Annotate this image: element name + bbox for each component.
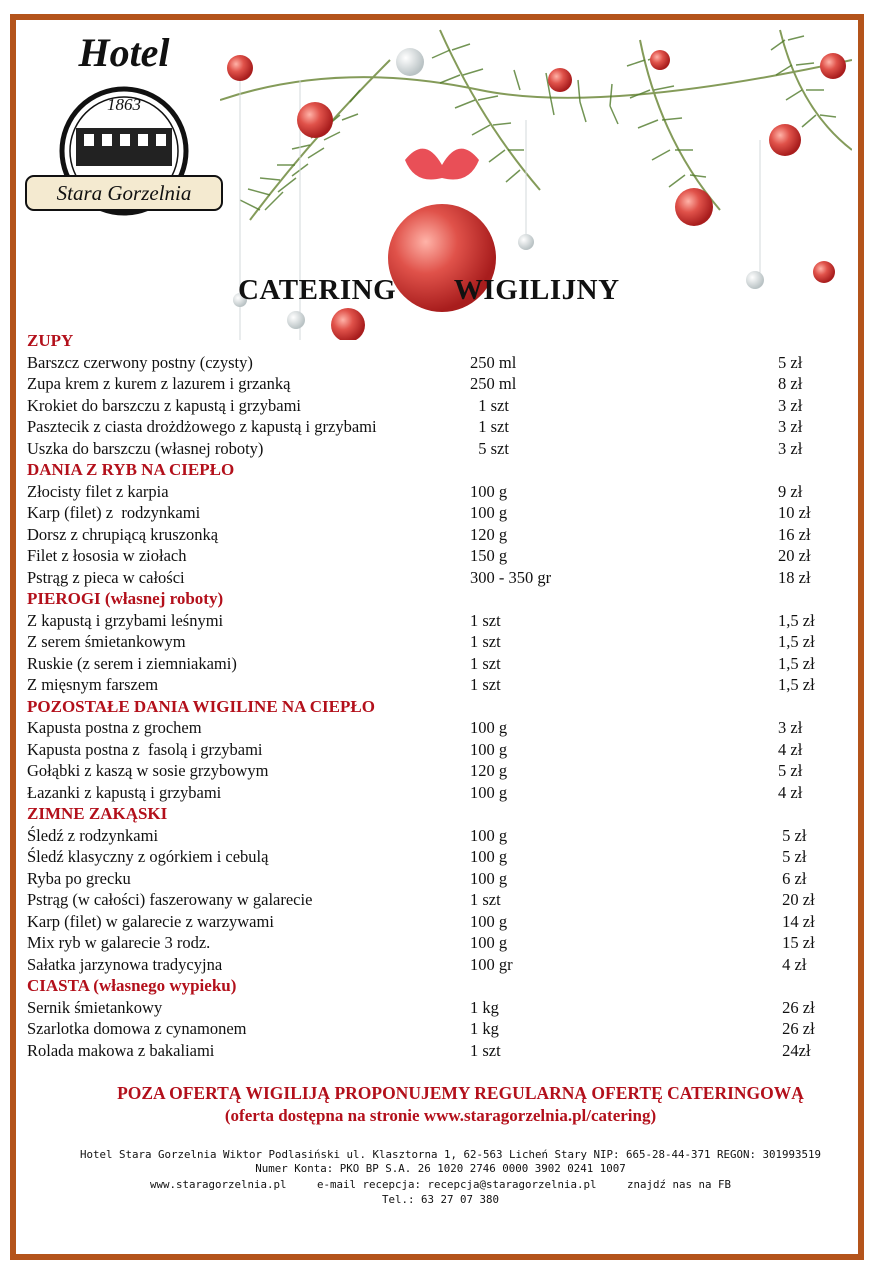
- footer-contacts: [0, 1178, 881, 1191]
- item-quantity: 1 szt: [470, 417, 509, 436]
- item-price: 3 zł: [778, 718, 803, 737]
- footer-facebook: znajdź nas na FB: [627, 1178, 732, 1191]
- menu-item: [27, 395, 837, 417]
- item-name: Pasztecik z ciasta drożdżowego z kapustą i grzybami: [27, 417, 377, 436]
- item-name: Filet z łososia w ziołach: [27, 546, 187, 565]
- menu-item: [27, 653, 837, 675]
- item-quantity: 1 kg: [470, 997, 499, 1017]
- section-heading: CIASTA (własnego wypieku): [27, 976, 237, 995]
- menu-item: [27, 997, 837, 1019]
- menu-item: [27, 889, 837, 911]
- footer-account: Numer Konta: PKO BP S.A. 26 1020 2746 0000 3902 0241 1007: [255, 1162, 626, 1175]
- menu-item: [27, 373, 837, 395]
- item-quantity: 300 - 350 gr: [470, 567, 552, 587]
- item-quantity: 100 g: [470, 933, 508, 952]
- item-quantity: 1 szt: [470, 653, 501, 673]
- item-quantity: 1 szt: [470, 890, 501, 909]
- logo-year: 1863: [107, 95, 141, 114]
- item-price: 4 zł: [778, 954, 807, 974]
- footer-website: www.staragorzelnia.pl: [149, 1178, 287, 1191]
- item-price: 14 zł: [778, 911, 815, 931]
- item-name: Rolada makowa z bakaliami: [27, 1040, 215, 1060]
- item-quantity: 250 ml: [470, 374, 517, 393]
- item-price: 1,5 zł: [778, 632, 815, 651]
- item-name: Gołąbki z kaszą w sosie grzybowym: [27, 761, 269, 780]
- item-price: 9 zł: [778, 481, 803, 501]
- item-name: Zupa krem z kurem z lazurem i grzanką: [27, 374, 291, 393]
- item-quantity: 100 g: [470, 739, 508, 759]
- item-name: Szarlotka domowa z cynamonem: [27, 1019, 247, 1038]
- menu-item: [27, 352, 837, 374]
- section-heading: ZUPY: [27, 331, 74, 350]
- item-price: 5 zł: [778, 761, 803, 780]
- item-name: Z kapustą i grzybami leśnymi: [27, 610, 224, 630]
- menu-item: [27, 782, 837, 804]
- menu-item: [27, 1018, 837, 1040]
- page-title: [238, 274, 620, 307]
- footer-phone: Tel.: 63 27 07 380: [381, 1193, 499, 1206]
- footer-email: e-mail recepcja: recepcja@staragorzelnia.pl: [316, 1178, 597, 1191]
- item-price: 8 zł: [778, 374, 803, 393]
- item-quantity: 100 g: [470, 911, 508, 931]
- menu-item: [27, 502, 837, 524]
- menu-item: [27, 760, 837, 782]
- item-name: Złocisty filet z karpia: [27, 481, 169, 501]
- item-name: Śledź klasyczny z ogórkiem i cebulą: [27, 847, 269, 866]
- item-name: Łazanki z kapustą i grzybami: [27, 782, 222, 802]
- menu-item: [27, 846, 837, 868]
- menu-item: [27, 631, 837, 653]
- section-heading: PIEROGI (własnej roboty): [27, 589, 224, 608]
- item-price: 26 zł: [778, 1019, 815, 1038]
- menu-item: [27, 524, 837, 546]
- menu-item: [27, 610, 837, 632]
- item-name: Dorsz z chrupiącą kruszonką: [27, 524, 219, 544]
- promo-line-2: (oferta dostępna na stronie www.staragorzelnia.pl/catering): [224, 1106, 657, 1125]
- item-quantity: 250 ml: [470, 352, 517, 372]
- item-quantity: 100 gr: [470, 954, 513, 974]
- item-name: Śledź z rodzynkami: [27, 825, 159, 845]
- logo-brand-line2: Stara Gorzelnia: [56, 181, 192, 205]
- catering-menu: [27, 330, 837, 1061]
- menu-item: [27, 739, 837, 761]
- menu-item: [27, 911, 837, 933]
- menu-item: [27, 545, 837, 567]
- item-price: 3 zł: [778, 417, 803, 436]
- menu-item: [27, 717, 837, 739]
- menu-item: [27, 567, 837, 589]
- item-quantity: 100 g: [470, 481, 508, 501]
- item-quantity: 120 g: [470, 761, 508, 780]
- item-quantity: 1 szt: [470, 632, 501, 651]
- item-price: 26 zł: [778, 997, 815, 1017]
- section-heading: DANIA Z RYB NA CIEPŁO: [27, 460, 235, 479]
- item-quantity: 100 g: [470, 718, 508, 737]
- item-price: 5 zł: [778, 352, 803, 372]
- item-price: 3 zł: [778, 395, 803, 415]
- item-name: Ruskie (z serem i ziemniakami): [27, 653, 237, 673]
- menu-item: [27, 868, 837, 890]
- item-price: 4 zł: [778, 782, 803, 802]
- menu-item: [27, 954, 837, 976]
- item-quantity: 1 kg: [470, 1019, 499, 1038]
- section-heading: POZOSTAŁE DANIA WIGILINE NA CIEPŁO: [27, 696, 375, 716]
- item-name: Pstrąg z pieca w całości: [27, 567, 185, 587]
- item-name: Pstrąg (w całości) faszerowany w galarecie: [27, 890, 313, 909]
- item-quantity: 100 g: [470, 847, 508, 866]
- item-quantity: 1 szt: [470, 395, 509, 415]
- item-price: 10 zł: [778, 503, 811, 522]
- item-price: 4 zł: [778, 739, 803, 759]
- menu-item: [27, 416, 837, 438]
- item-quantity: 1 szt: [470, 675, 501, 694]
- title-word-wigilijny: WIGILIJNY: [453, 274, 620, 306]
- promo-line-1: POZA OFERTĄ WIGILIJĄ PROPONUJEMY REGULARNĄ OFERTĘ CATERINGOWĄ: [117, 1083, 804, 1103]
- item-name: Ryba po grecku: [27, 868, 131, 888]
- logo-brand-line1: Hotel: [78, 30, 170, 75]
- item-name: Sałatka jarzynowa tradycyjna: [27, 954, 223, 974]
- item-name: Uszka do barszczu (własnej roboty): [27, 438, 264, 458]
- item-price: 16 zł: [778, 524, 811, 544]
- menu-item: [27, 825, 837, 847]
- item-name: Z serem śmietankowym: [27, 632, 186, 651]
- item-quantity: 1 szt: [470, 1040, 501, 1060]
- item-name: Karp (filet) w galarecie z warzywami: [27, 911, 274, 931]
- item-quantity: 120 g: [470, 524, 508, 544]
- item-name: Kapusta postna z grochem: [27, 718, 202, 737]
- item-name: Sernik śmietankowy: [27, 997, 163, 1017]
- item-price: 24zł: [778, 1040, 811, 1060]
- item-price: 20 zł: [778, 890, 815, 909]
- hotel-logo: [24, 26, 224, 216]
- item-quantity: 100 g: [470, 782, 508, 802]
- item-price: 3 zł: [778, 438, 803, 458]
- title-word-catering: CATERING: [238, 274, 397, 306]
- item-quantity: 100 g: [470, 825, 508, 845]
- item-name: Barszcz czerwony postny (czysty): [27, 352, 253, 372]
- item-quantity: 5 szt: [470, 438, 509, 458]
- item-quantity: 100 g: [470, 503, 508, 522]
- item-price: 18 zł: [778, 567, 811, 587]
- item-quantity: 100 g: [470, 868, 508, 888]
- footer-company: Hotel Stara Gorzelnia Wiktor Podlasiński ul. Klasztorna 1, 62-563 Licheń Stary NIP: 665-28-44-371 REGON: 301993519: [79, 1148, 822, 1161]
- item-price: 1,5 zł: [778, 675, 815, 694]
- item-price: 15 zł: [778, 933, 815, 952]
- item-name: Z mięsnym farszem: [27, 675, 159, 694]
- menu-item: [27, 674, 837, 696]
- item-name: Kapusta postna z fasolą i grzybami: [27, 739, 263, 759]
- item-price: 20 zł: [778, 546, 811, 565]
- item-name: Mix ryb w galarecie 3 rodz.: [27, 933, 211, 952]
- item-quantity: 1 szt: [470, 610, 501, 630]
- item-price: 1,5 zł: [778, 653, 815, 673]
- item-quantity: 150 g: [470, 546, 508, 565]
- item-price: 6 zł: [778, 868, 807, 888]
- item-price: 1,5 zł: [778, 610, 815, 630]
- item-price: 5 zł: [778, 847, 807, 866]
- section-heading: ZIMNE ZAKĄSKI: [27, 804, 168, 823]
- menu-item: [27, 1040, 837, 1062]
- item-price: 5 zł: [778, 825, 807, 845]
- menu-item: [27, 481, 837, 503]
- item-name: Krokiet do barszczu z kapustą i grzybami: [27, 395, 301, 415]
- menu-item: [27, 932, 837, 954]
- menu-item: [27, 438, 837, 460]
- item-name: Karp (filet) z rodzynkami: [27, 503, 201, 522]
